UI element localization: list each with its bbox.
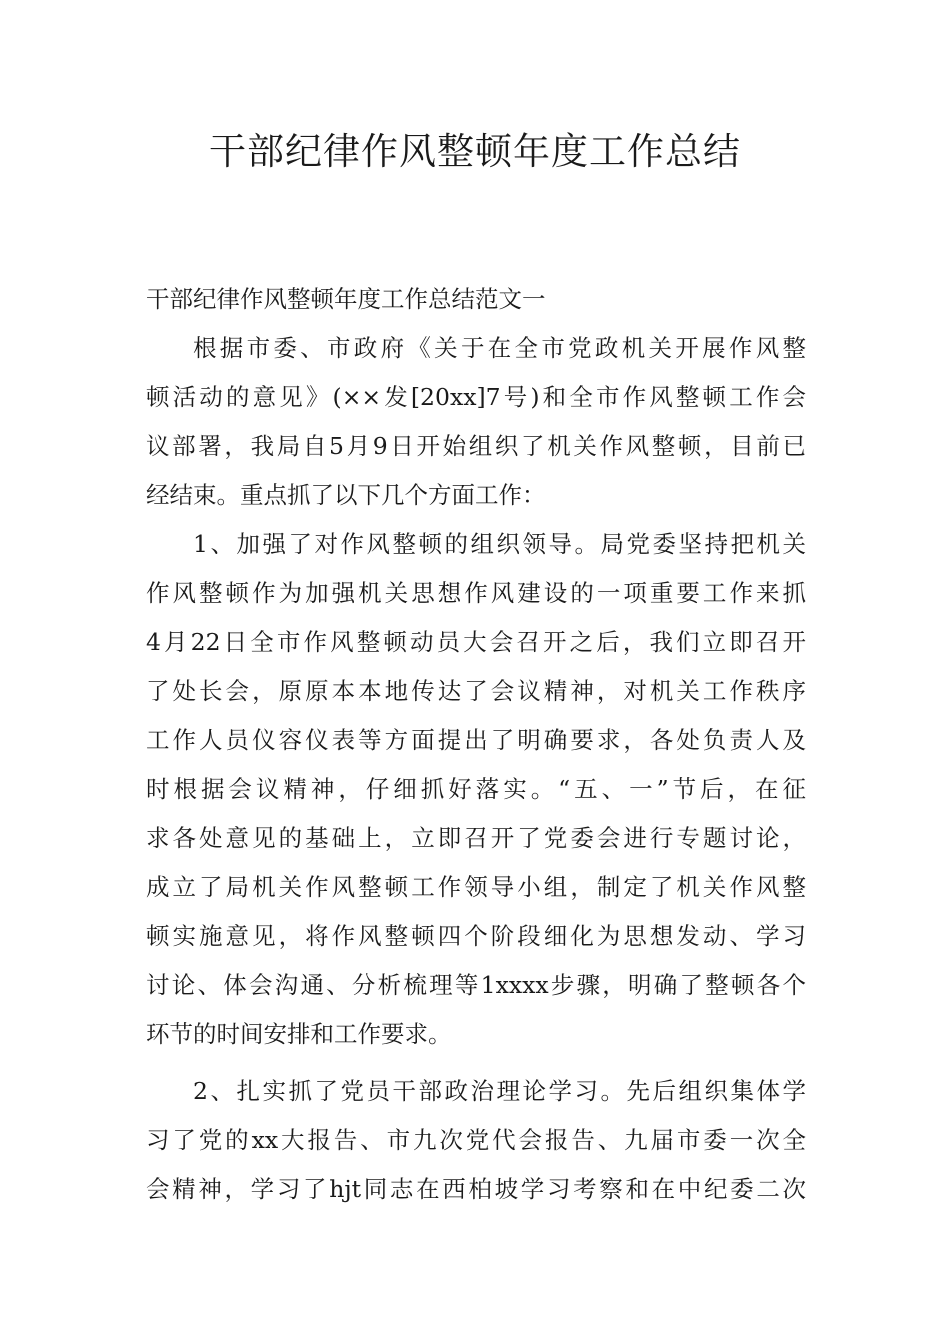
paragraph-line: 议部署，我局自5月9日开始组织了机关作风整顿，目前已: [146, 432, 806, 460]
paragraph-intro: [146, 324, 806, 520]
paragraph-line: 作风整顿作为加强机关思想作风建设的一项重要工作来抓: [146, 579, 806, 607]
paragraph-line: 2、扎实抓了党员干部政治理论学习。先后组织集体学: [193, 1077, 806, 1105]
paragraph-line: 求各处意见的基础上，立即召开了党委会进行专题讨论，: [146, 824, 806, 852]
paragraph-line: 1、加强了对作风整顿的组织领导。局党委坚持把机关: [193, 530, 806, 558]
paragraph-line: 会精神，学习了hjt同志在西柏坡学习考察和在中纪委二次: [146, 1175, 806, 1203]
paragraph-line: 根据市委、市政府《关于在全市党政机关开展作风整: [193, 334, 806, 362]
paragraph-line: 4月22日全市作风整顿动员大会召开之后，我们立即召开: [146, 628, 806, 656]
paragraph-line: 时根据会议精神，仔细抓好落实。“五、一”节后，在征: [146, 775, 806, 803]
paragraph-line: 讨论、体会沟通、分析梳理等1xxxx步骤，明确了整顿各个: [146, 971, 806, 999]
paragraph-line: 环节的时间安排和工作要求。: [146, 1020, 452, 1048]
paragraph-line: 顿活动的意见》(××发[20xx]7号)和全市作风整顿工作会: [146, 383, 806, 411]
paragraph-item-2: [146, 1067, 806, 1214]
paragraph-line: 经结束。重点抓了以下几个方面工作：: [146, 481, 546, 509]
document-title: 干部纪律作风整顿年度工作总结: [209, 130, 741, 173]
paragraph-line: 习了党的xx大报告、市九次党代会报告、九届市委一次全: [146, 1126, 806, 1154]
document-subtitle: 干部纪律作风整顿年度工作总结范文一: [146, 285, 546, 313]
paragraph-item-1: [146, 520, 806, 1059]
paragraph-line: 顿实施意见，将作风整顿四个阶段细化为思想发动、学习: [146, 922, 806, 950]
paragraph-line: 了处长会，原原本本地传达了会议精神，对机关工作秩序: [146, 677, 806, 705]
paragraph-line: 工作人员仪容仪表等方面提出了明确要求，各处负责人及: [146, 726, 806, 754]
paragraph-line: 成立了局机关作风整顿工作领导小组，制定了机关作风整: [146, 873, 806, 901]
document-body: [146, 275, 806, 1214]
